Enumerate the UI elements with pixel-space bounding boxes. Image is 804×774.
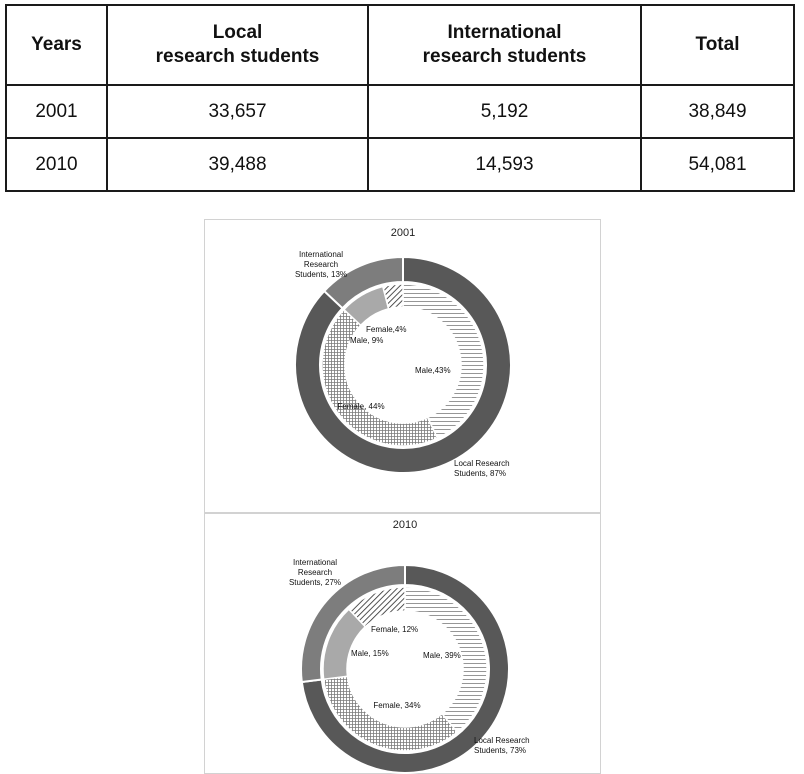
data-label: Male, 39% (423, 651, 461, 660)
table-cell: 5,192 (368, 85, 641, 138)
table-cell: 2010 (6, 138, 107, 191)
data-label: Male,43% (415, 366, 451, 375)
header-international (368, 5, 641, 85)
chart-title: 2010 (392, 519, 418, 531)
table-cell: 2001 (6, 85, 107, 138)
data-label: Female, 34% (373, 701, 421, 710)
chart-panel-2010 (204, 513, 601, 774)
header-local (107, 5, 368, 85)
header-years: Years (6, 5, 107, 85)
data-label: Female, 12% (371, 625, 419, 634)
header-international-line1: International (447, 22, 562, 43)
data-label: Male, 15% (351, 649, 389, 658)
data-label: Local Research Students, 73% (474, 736, 530, 755)
table-row (6, 85, 794, 138)
table-header-row (6, 5, 794, 85)
header-local-line2: research students (155, 46, 320, 67)
table-row (6, 138, 794, 191)
data-label: Female, 44% (337, 402, 385, 411)
table-cell: 38,849 (641, 85, 794, 138)
data-label: Local Research Students, 87% (454, 459, 510, 478)
data-label: Female,4% (366, 325, 407, 334)
table-cell: 33,657 (107, 85, 368, 138)
donut-chart-2001 (205, 220, 600, 512)
table-cell: 14,593 (368, 138, 641, 191)
data-label: Male, 9% (350, 336, 384, 345)
donut-chart-2010 (205, 514, 600, 773)
table-cell: 54,081 (641, 138, 794, 191)
chart-panel-2001 (204, 219, 601, 513)
table-cell: 39,488 (107, 138, 368, 191)
header-international-line2: research students (422, 46, 587, 67)
data-label: International Research Students, 13% (294, 250, 348, 279)
chart-title: 2001 (390, 227, 416, 239)
research-students-table (5, 4, 795, 192)
header-total: Total (641, 5, 794, 85)
data-label: International Research Students, 27% (288, 558, 342, 587)
header-local-line1: Local (212, 22, 263, 43)
